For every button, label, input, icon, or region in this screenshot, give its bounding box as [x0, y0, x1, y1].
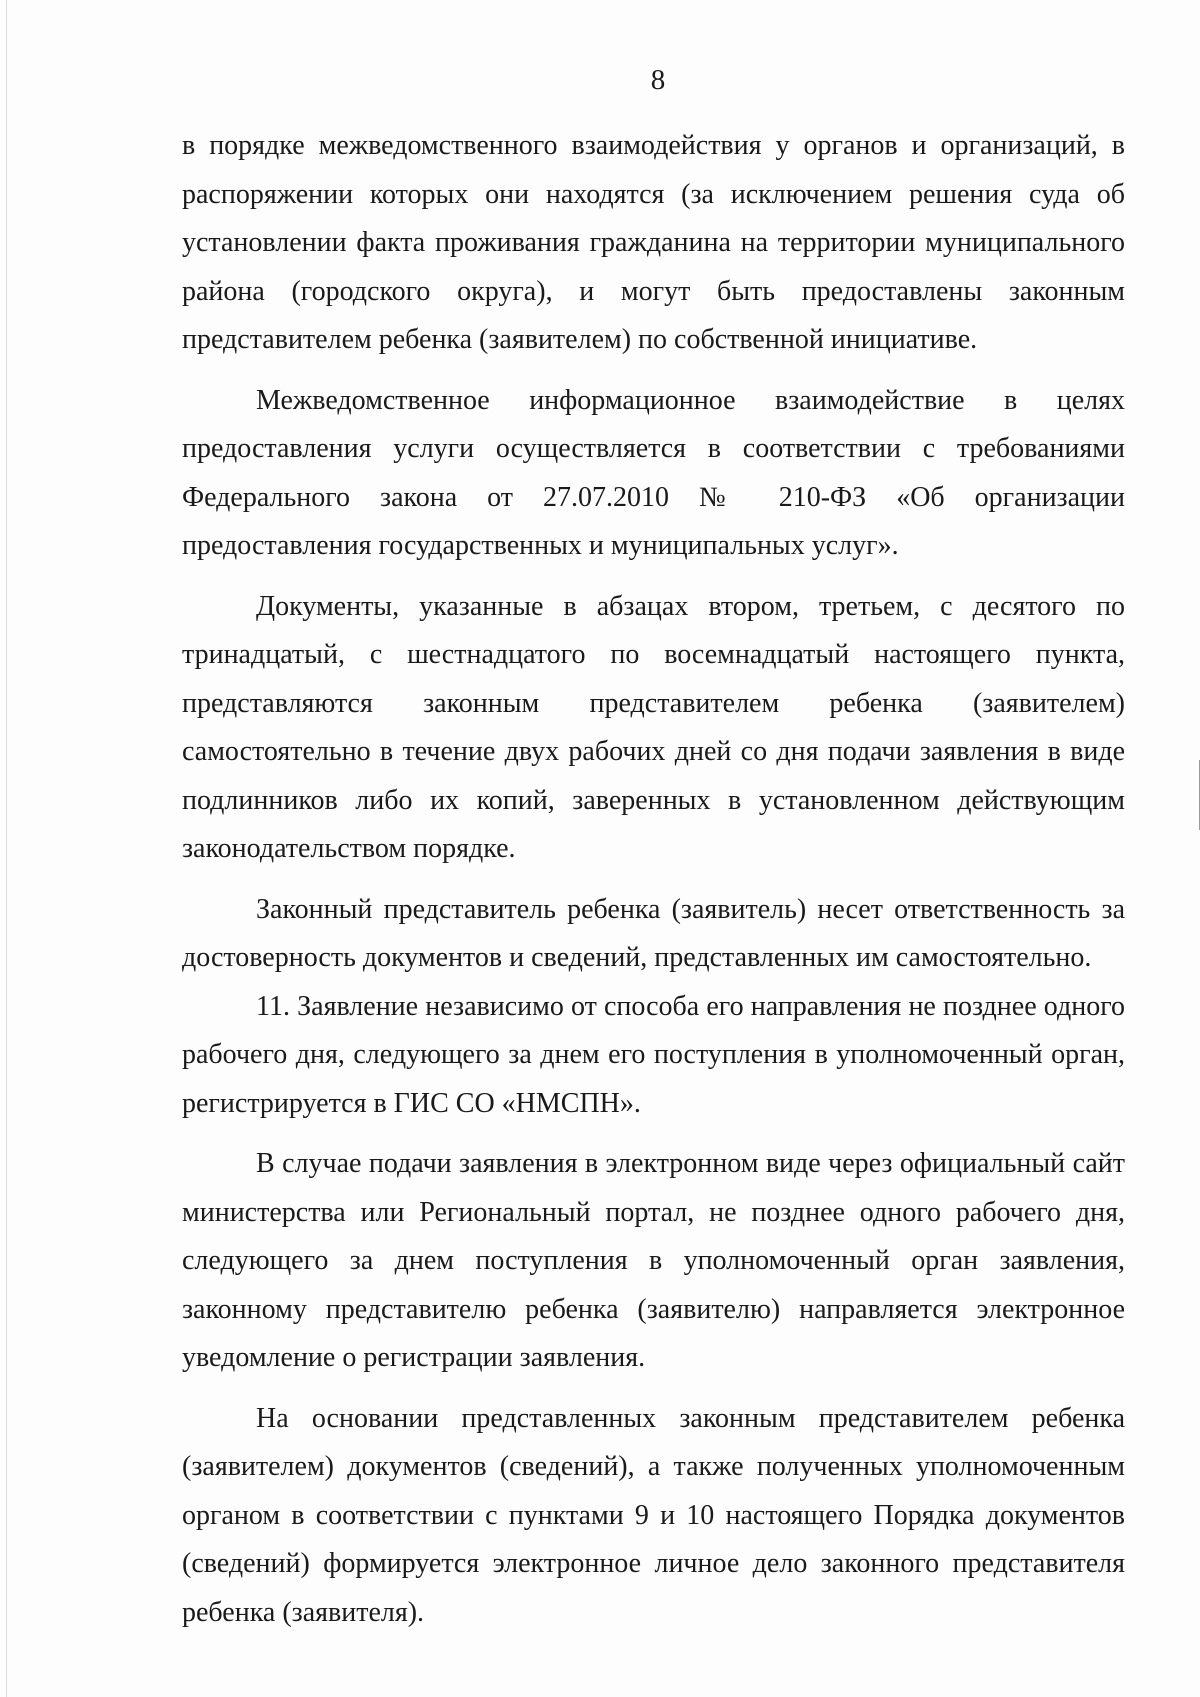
paragraph-interagency: Межведомственное информационное взаимодействие в целях предоставления услуги осуществляется в соответствии с требованиями Федерального закона от 27.07.2010 № 210-ФЗ «Об организации предоставления государственных и муниципальных услуг».	[182, 384, 1125, 561]
page-number: 8	[650, 64, 666, 96]
paragraph-item-11: 11. Заявление независимо от способа его направления не позднее одного рабочего дня, следующего за днем его поступления в уполномоченный орган, регистрируется в ГИС СО «НМСПН».	[182, 990, 1125, 1119]
paragraph-continuation: в порядке межведомственного взаимодействия у органов и организаций, в распоряжении которых они находятся (за исключением решения суда об установлении факта проживания гражданина на территории муниципального района (городского округа), и могут быть предоставлены законным представителем ребенка (заявителем) по собственной инициативе.	[182, 130, 1125, 355]
paragraph-electronic-notice: В случае подачи заявления в электронном виде через официальный сайт министерства или Региональный портал, не позднее одного рабочего дня, следующего за днем поступления в уполномоченный орган заявления, законному представителю ребенка (заявителю) направляется электронное уведомление о регистрации заявления.	[182, 1148, 1125, 1373]
paragraph-documents: Документы, указанные в абзацах втором, третьем, с десятого по тринадцатый, с шестнадцатого по восемнадцатый настоящего пункта, представляются законным представителем ребенка (заявителем) самостоятельно в течение двух рабочих дней со дня подачи заявления в виде подлинников либо их копий, заверенных в установленном действующим законодательством порядке.	[182, 590, 1125, 864]
paragraph-responsibility: Законный представитель ребенка (заявитель) несет ответственность за достоверность документов и сведений, представленных им самостоятельно.	[182, 893, 1125, 973]
scan-edge-left	[6, 0, 7, 1697]
document-body	[182, 122, 1125, 1637]
paragraph-personal-file: На основании представленных законным представителем ребенка (заявителем) документов (сведений), а также полученных уполномоченным органом в соответствии с пунктами 9 и 10 настоящего Порядка документов (сведений) формируется электронное личное дело законного представителя ребенка (заявителя).	[182, 1402, 1125, 1628]
